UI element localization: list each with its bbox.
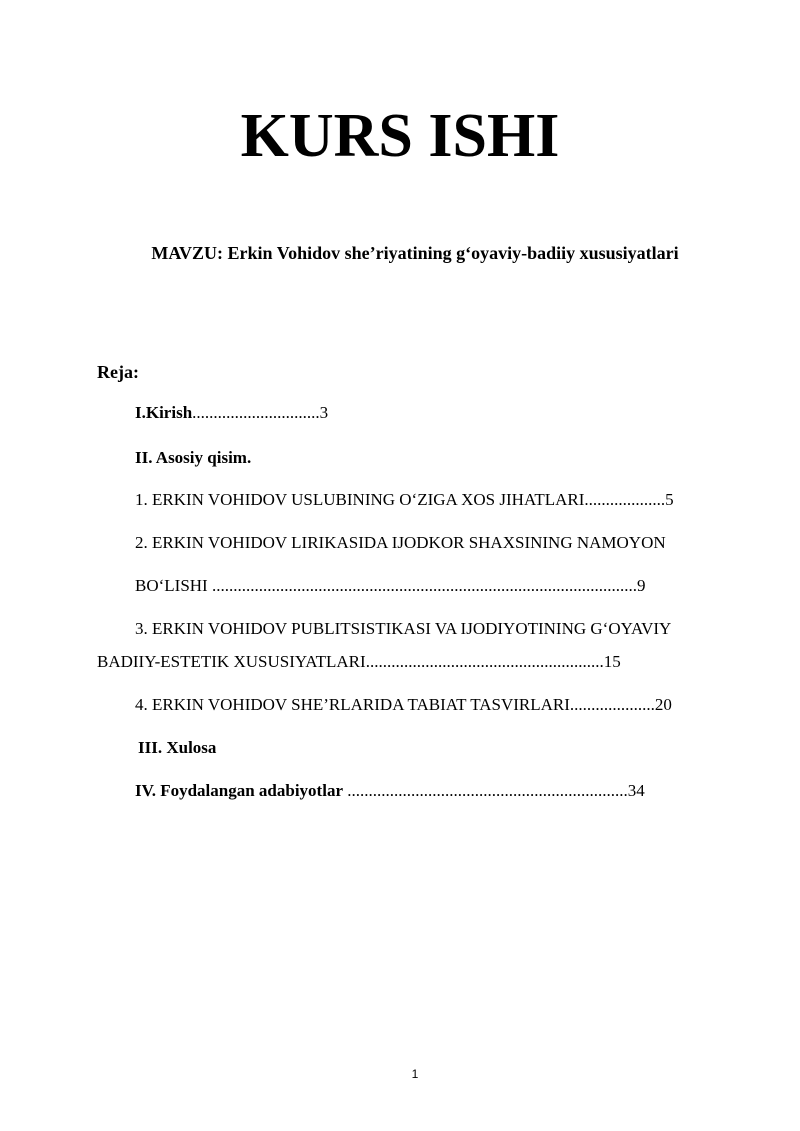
toc-page-number: 5 [665, 490, 674, 509]
toc-item-label: I.Kirish [135, 403, 193, 422]
toc-item-label: IV. Foydalangan adabiyotlar [135, 781, 343, 800]
toc-page-number: 20 [654, 695, 672, 714]
toc-leader: .................................................................. [342, 781, 628, 800]
toc-leader: ........................................................ [365, 652, 604, 671]
toc-page-number: 3 [319, 403, 329, 422]
plan-heading: Reja: [97, 362, 139, 382]
toc-page-number: 15 [603, 652, 621, 671]
toc-item-intro [135, 401, 328, 425]
toc-leader: .............................. [192, 403, 320, 422]
page-title: KURS ISHI [240, 102, 560, 170]
toc-item-label: III. Xulosa [138, 738, 217, 757]
toc-item-4 [135, 693, 672, 717]
toc-page-number: 9 [636, 576, 646, 595]
topic-heading: MAVZU: Erkin Vohidov she’riyatining g‘oyaviy-badiiy xususiyatlari [151, 243, 679, 263]
toc-item-3-line-2 [97, 650, 621, 674]
toc-leader: .................... [569, 695, 655, 714]
toc-item-2-line-1: 2. ERKIN VOHIDOV LIRIKASIDA IJODKOR SHAXSINING NAMOYON [135, 533, 666, 552]
toc-leader: ................... [584, 490, 666, 509]
toc-item-label: BO‘LISHI [135, 576, 212, 595]
toc-item-3-line-1: 3. ERKIN VOHIDOV PUBLITSISTIKASI VA IJODIYOTINING G‘OYAVIY [135, 619, 672, 638]
toc-item-2-line-2 [135, 574, 645, 598]
toc-item-main-part [135, 446, 251, 470]
toc-item-label: II. Asosiy qisim. [135, 448, 252, 467]
toc-item-references [135, 779, 645, 803]
toc-leader: .................................................................................................... [211, 576, 637, 595]
toc-item-1 [135, 488, 674, 512]
toc-item-label: BADIIY-ESTETIK XUSUSIYATLARI [97, 652, 366, 671]
toc-page-number: 34 [627, 781, 645, 800]
toc-item-label: 4. ERKIN VOHIDOV SHE’RLARIDA TABIAT TASVIRLARI [135, 695, 570, 714]
page-number: 1 [411, 1067, 419, 1081]
toc-item-conclusion [138, 736, 216, 760]
toc-item-label: 1. ERKIN VOHIDOV USLUBINING O‘ZIGA XOS JIHATLARI [135, 490, 585, 509]
